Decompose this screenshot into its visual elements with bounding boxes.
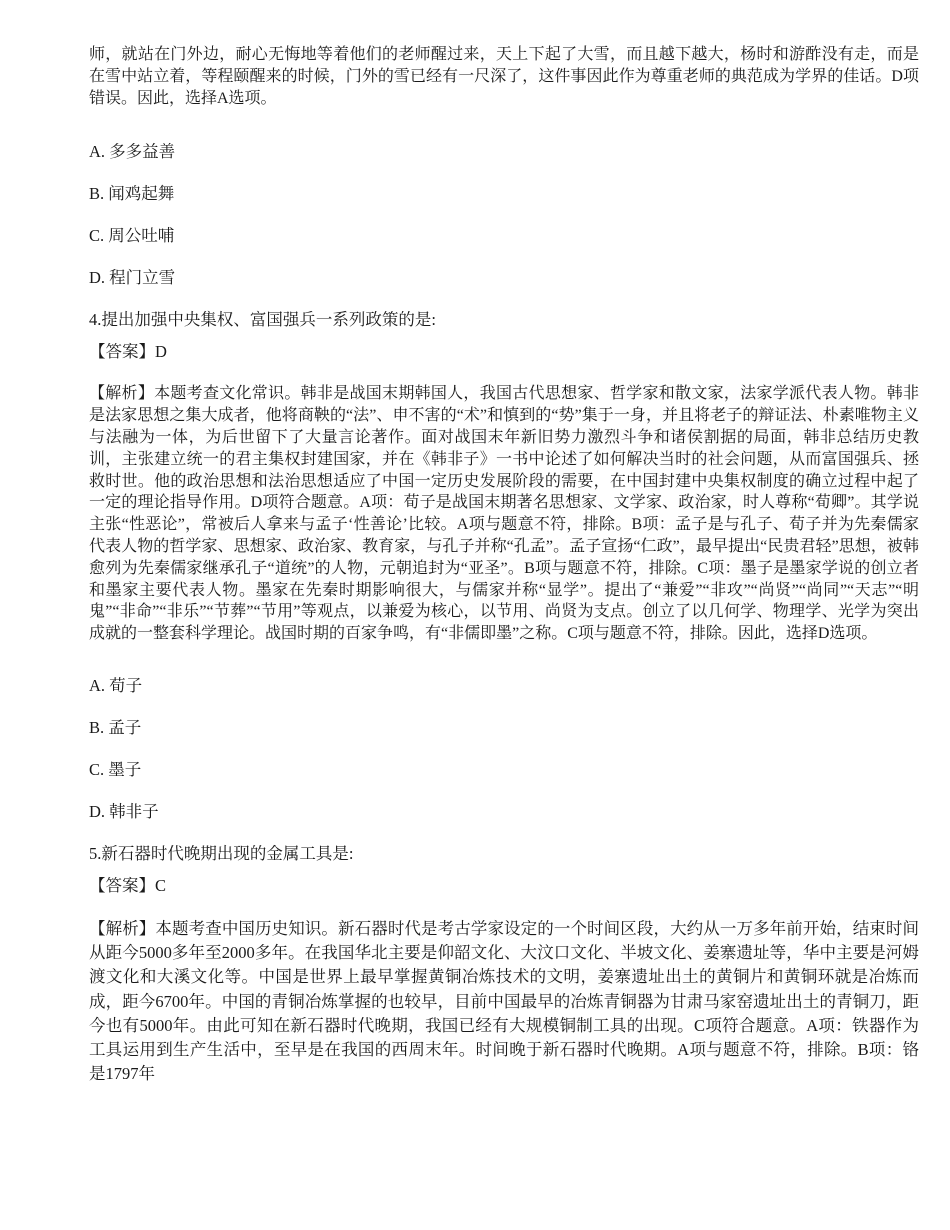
option-c: C. 墨子 [89, 759, 142, 779]
question-5-block [89, 843, 919, 1086]
question-4-block [89, 309, 919, 823]
option-c: C. 周公吐哺 [89, 226, 175, 246]
option-b: B. 孟子 [89, 717, 142, 737]
option-b: B. 闻鸡起舞 [89, 184, 175, 204]
analysis-continuation: 师，就站在门外边，耐心无悔地等着他们的老师醒过来，天上下起了大雪，而且越下越大，杨时和游酢没有走，而是在雪中站立着，等程颐醒来的时候，门外的雪已经有一尺深了，这件事因此作为尊重老师的典范成为学界的佳话。D项错误。因此，选择A选项。 [89, 46, 919, 107]
option-d: D. 韩非子 [89, 801, 159, 821]
answer-5: 【答案】C [89, 875, 167, 895]
analysis-4: 【解析】本题考查文化常识。韩非是战国末期韩国人，我国古代思想家、哲学家和散文家，法家学派代表人物。韩非是法家思想之集大成者，他将商鞅的“法”、申不害的“术”和慎到的“势”集于一身，并且将老子的辩证法、朴素唯物主义与法融为一体，为后世留下了大量言论著作。面对战国末年新旧势力激烈斗争和诸侯割据的局面，韩非总结历史教训，主张建立统一的君主集权封建国家，并在《韩非子》一书中论述了如何解决当时的社会问题，从而富国强兵、拯救时世。他的政治思想和法治思想适应了中国一定历史发展阶段的需要，在中国封建中央集权制度的确立过程中起了一定的理论指导作用。D项符合题意。A项：荀子是战国末期著名思想家、文学家、政治家，时人尊称“荀卿”。其学说主张“性恶论”，常被后人拿来与孟子‘性善论’比较。A项与题意不符，排除。B项：孟子是与孔子、荀子并为先秦儒家代表人物的哲学家、思想家、政治家、教育家，与孔子并称“孔孟”。孟子宣扬“仁政”，最早提出“民贵君轻”思想，被韩愈列为先秦儒家继承孔子“道统”的人物，元朝追封为“亚圣”。B项与题意不符，排除。C项：墨子是墨家学说的创立者和墨家主要代表人物。墨家在先秦时期影响很大，与儒家并称“显学”。提出了“兼爱”“非攻”“尚贤”“尚同”“天志”“明鬼”“非命”“非乐”“节葬”“节用”等观点，以兼爱为核心，以节用、尚贤为支点。创立了以几何学、物理学、光学为突出成就的一整套科学理论。战国时期的百家争鸣，有“非儒即墨”之称。C项与题意不符，排除。因此，选择D选项。 [89, 385, 919, 643]
analysis-5: 【解析】本题考查中国历史知识。新石器时代是考古学家设定的一个时间区段，大约从一万多年前开始，结束时间从距今5000多年至2000多年。在我国华北主要是仰韶文化、大汶口文化、半坡文化、姜寨遗址等，华中主要是河姆渡文化和大溪文化等。中国是世界上最早掌握黄铜冶炼技术的文明，姜寨遗址出土的黄铜片和黄铜环就是冶炼而成，距今6700年。中国的青铜冶炼掌握的也较早，目前中国最早的冶炼青铜器为甘肃马家窑遗址出土的青铜刀，距今也有5000年。由此可知在新石器时代晚期，我国已经有大规模铜制工具的出现。C项符合题意。A项：铁器作为工具运用到生产生活中，至早是在我国的西周末年。时间晚于新石器时代晚期。A项与题意不符，排除。B项：铬是1797年 [89, 918, 919, 1084]
option-a: A. 多多益善 [89, 142, 176, 162]
document-page [89, 44, 919, 1086]
option-a: A. 荀子 [89, 675, 143, 695]
question-4: 4.提出加强中央集权、富国强兵一系列政策的是: [89, 310, 436, 330]
q3-options [89, 141, 919, 289]
question-5: 5.新石器时代晚期出现的金属工具是: [89, 843, 354, 863]
answer-4: 【答案】D [89, 342, 167, 362]
option-d: D. 程门立雪 [89, 268, 176, 288]
